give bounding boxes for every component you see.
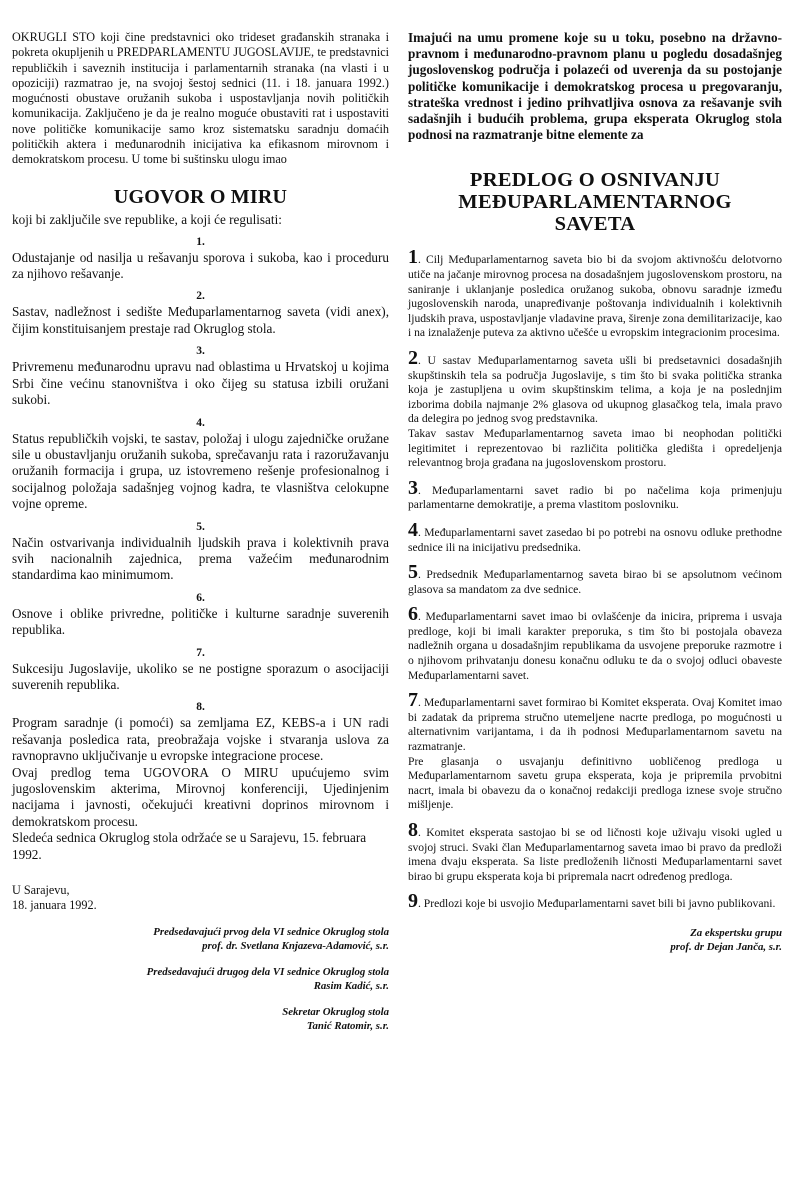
signature-block-3: [12, 1005, 389, 1033]
item-number: 2.: [196, 290, 205, 303]
predlog-item: [408, 890, 782, 913]
item-extra-text: Pre glasanja o usvajanju definitivno uobličenog predloga u Međuparlamentarnom savetu grupa eksperata, koja je pripremila prvobitni nacrt, imala bi obavezu da o konačnoj redakciji predloga iznese svoje stručno mišljenje.: [408, 754, 782, 812]
item-number: 5: [408, 561, 418, 584]
item-text: Sukcesiju Jugoslavije, ukoliko se ne postigne sporazum o asocijaciji suverenih republika.: [12, 660, 389, 692]
item-number: 4.: [196, 416, 205, 429]
predlog-item: [408, 819, 782, 884]
predlog-heading-line: SAVETA: [554, 213, 636, 236]
signature-block-2: [12, 965, 389, 993]
item-text: . Međuparlamentarni savet radio bi po načelima koja primenjuju parlamentarne demokratije, a prema vlastitom poslovniku.: [408, 483, 782, 512]
predlog-item: [408, 476, 782, 513]
signature-name: Rasim Kadić, s.r.: [313, 980, 389, 993]
intro-paragraph: OKRUGLI STO koji čine predstavnici oko trideset građanskih stranaka i pokreta okupljenih u PREDPARLAMENTU JUGOSLAVIJE, te predstavnici republičkih i saveznih institucija i parlamentarnih stranaka (na vlasti i u opoziciji) razmatrao je, na svojoj šestoj sednici (11. i 18. januara 1992.) mogućnosti obustave oružanih sukoba i uspostavljanja novih političkih komunikacija. Zaključeno je da je realno moguće obustaviti rat i uspostaviti nove političke komunikacije samo kroz sistematsku saradnju domaćih političkih aktera i međunarodnih inicijativa ka efikasnom mirovnom i demokratskom procesu. U tome bi suštinsku ulogu imao: [12, 30, 389, 167]
item-number: 1.: [196, 235, 205, 248]
ugovor-item: [12, 647, 389, 694]
signature-name: Tanić Ratomir, s.r.: [306, 1020, 389, 1033]
item-text: . Predlozi koje bi usvojio Međuparlamentarni savet bili bi javno publikovani.: [418, 897, 776, 911]
item-number: 6.: [196, 591, 205, 604]
expert-group-signature-role: Za ekspertsku grupu: [690, 926, 782, 939]
ugovor-item: [12, 521, 389, 584]
item-number: 5.: [196, 520, 205, 533]
date-line: 18. januara 1992.: [12, 898, 97, 913]
signature-role: Predsedavajući drugog dela VI sednice Okruglog stola: [146, 966, 389, 979]
item-text: Način ostvarivanja individualnih ljudskih prava i kolektivnih prava svih nacionalnih zajednica, prema važećim međunarodnim standardima kao minimumom.: [12, 534, 389, 583]
item-text: Program saradnje (i pomoći) sa zemljama EZ, KEBS-a i UN radi rešavanja posledica rata, preobražaja vojske i stvaranja uslova za ravnopravno uključivanje u evropske integracione procese.: [12, 715, 389, 764]
item-number: 6: [408, 603, 418, 626]
ugovor-item: [12, 236, 389, 283]
ugovor-subheading: koji bi zaključile sve republike, a koji će regulisati:: [12, 211, 282, 227]
item-text: . Predsednik Međuparlamentarnog saveta birao bi se apsolutnom većinom glasova sa mandatom za dve sednice.: [408, 568, 782, 596]
item-number: 7.: [196, 646, 205, 659]
predlog-item: [408, 246, 782, 341]
item-number: 8.: [196, 701, 205, 714]
ugovor-item: [12, 592, 389, 639]
right-column: [408, 30, 782, 954]
item-text: . Međuparlamentarni savet zasedao bi po potrebi na osnovu odluke prethodne sednice ili na inicijativu predsednika.: [408, 525, 782, 554]
item-text: Sastav, nadležnost i sedište Međuparlamentarnog saveta (vidi anex), čijim konstituisanjem prestaje rad Okruglog stola.: [12, 304, 389, 336]
next-session-note: Sledeća sednica Okruglog stola održaće se u Sarajevu, 15. februara 1992.: [12, 830, 367, 862]
item-number: 3: [408, 476, 418, 499]
predlog-heading-line: PREDLOG O OSNIVANJU: [469, 169, 721, 192]
predlog-item-list: [408, 246, 782, 913]
place-line: U Sarajevu,: [12, 883, 70, 898]
item-number: 9: [408, 890, 418, 913]
ugovor-item: [12, 345, 389, 408]
item-extra-text: Takav sastav Međuparlamentarnog saveta imao bi neophodan politički legitimitet i reprezentovao bi različita politička gledišta i opredeljenja relevantnog broja građana na jugoslovenskom prostoru.: [408, 426, 782, 470]
item-number: 3.: [196, 345, 205, 358]
signature-role: Predsedavajući prvog dela VI sednice Okruglog stola: [153, 926, 389, 939]
predlog-item: [408, 518, 782, 555]
predlog-item: [408, 689, 782, 813]
item-text: Status republičkih vojski, te sastav, položaj i ulogu zajedničke oružane sile u obustavljanju oružanih sukoba, sprečavanju rata i razoružavanju oružanih formacija i grupa, uz istovremeno rešenje profesionalnog i socijalnog položaja sadašnjeg vojnog kadra, te vlasništva celokupne vojne opreme.: [12, 430, 389, 512]
ugovor-item: [12, 417, 389, 513]
item-text: . Međuparlamentarni savet formirao bi Komitet eksperata. Ovaj Komitet imao bi zadatak da priprema stručno utemeljene nacrte predloga, po mogućnosti u alternativnim varijantama, i da ih podnosi Međuparlamentarnom savetu na razmatranje.: [408, 696, 782, 754]
item-text: . Cilj Međuparlamentarnog saveta bio bi da svojom aktivnošću delotvorno utiče na jačanje mirovnog procesa na dosadašnjem jugoslovenskom prostoru, na saniranje i uklanjanje posledica oružanog sukoba, obnovu saradnje između jugoslovenskih naroda, unapređivanje poštovanja individualnih i kolektivnih ljudskih prava, uspostavljanje vladavine prava, širenje zona demilitarizacije, kao i na iznalaženje puteva za aktivno učešće u evropskim integracionim procesima.: [408, 253, 782, 340]
predlog-heading: [408, 169, 782, 235]
item-number: 4: [408, 518, 418, 541]
item-text: Privremenu međunarodnu upravu nad oblastima u Hrvatskoj u kojima Srbi čine većinu stanovništva i oko čijeg su statusa izbili oružani sukobi.: [12, 359, 389, 408]
expert-group-signature-name: prof. dr Dejan Janča, s.r.: [670, 940, 782, 953]
right-intro-paragraph: Imajući na umu promene koje su u toku, posebno na državno-pravnom i međunarodno-pravnom planu u pogledu dosadašnjeg jugoslovenskog područja i polazeći od uverenja da su postojanje političke komunikacije i demokratskog procesa u pregovaranju, strateška vrednost i jedino prihvatljiva osnova za rešavanje svih sadašnjih i budućih problema, grupa eksperata Okruglog stola podnosi na razmatranje bitne elemente za: [408, 30, 782, 143]
item-text: Osnove i oblike privredne, političke i kulturne saradnje suverenih republika.: [12, 605, 389, 638]
signature-block-1: [12, 925, 389, 953]
ugovor-item: [12, 701, 389, 764]
item-text: . Međuparlamentarni savet imao bi ovlašćenje da inicira, priprema i usvaja predloge, koji bi imali karakter preporuka, s tim što bi postojala obaveza nadležnih organa u dosadašnjim republikama da usvojene preporuke razmotre i o njihovom prihvatanju donesu konačnu odluku te da o svojoj odluci obaveste Međuparlamentarni savet.: [408, 610, 782, 682]
item-number: 1: [408, 246, 418, 269]
item-text: . U sastav Međuparlamentarnog saveta ušli bi predsetavnici dosadašnjih skupštinskih tela sa područja Jugoslavije, s tim što bi svaka politička stranka koja je zastupljena u ovim skupštinskim telima, a koja je na poslednjim izborima dobila najmanje 2% glasova od ukupnog glasačkog tela, imala pravo da delegira po jednog svog predstavnika.: [408, 353, 782, 426]
ugovor-item: [12, 290, 389, 337]
item-text: Odustajanje od nasilja u rešavanju sporova i sukoba, kao i proceduru za njihovo rešavanje.: [12, 249, 389, 282]
signature-name: prof. dr. Svetlana Knjazeva-Adamović, s.r.: [202, 940, 389, 953]
predlog-item: [408, 346, 782, 471]
ugovor-heading: UGOVOR O MIRU: [113, 185, 288, 208]
predlog-item: [408, 561, 782, 597]
left-column: [12, 30, 389, 1033]
item-text: . Komitet eksperata sastojao bi se od ličnosti koje uživaju visoki ugled u svojoj struci. Svaki član Međuparlamentarnog saveta imao bi pravo da predloži imena dvaju eksperata. Sa liste predloženih ličnosti Međuparlamentarni savet birao bi grupu eksperata koja bi pripremala nacrt određenog predloga.: [408, 826, 782, 883]
signature-role: Sekretar Okruglog stola: [282, 1006, 389, 1019]
closing-paragraph: Ovaj predlog tema UGOVORA O MIRU upućujemo svim jugoslovenskim akterima, Mirovnoj konferenciji, Ujedinjenim nacijama i javnosti, očekujući kreativni doprinos mirovnom i demokratskom procesu.: [12, 764, 389, 829]
item-number: 8: [408, 819, 418, 842]
item-number: 2: [408, 346, 418, 369]
ugovor-item-list: [12, 236, 389, 765]
predlog-item: [408, 603, 782, 683]
predlog-heading-line: MEĐUPARLAMENTARNOG: [458, 191, 732, 214]
item-number: 7: [408, 689, 418, 712]
